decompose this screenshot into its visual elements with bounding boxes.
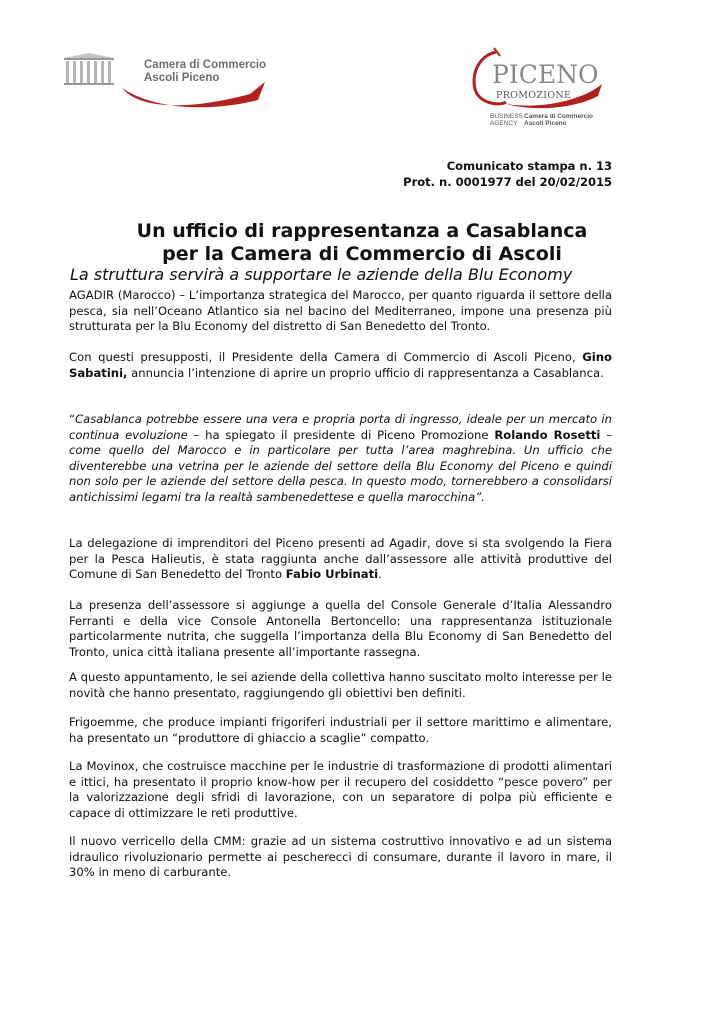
p2-text-c: annuncia l’intenzione di aprire un proprio ufficio di rappresentanza a Casablanca. xyxy=(127,365,604,380)
piceno-promozione-logo xyxy=(466,46,616,128)
logo-right-tag-left: BUSINESS AGENCY xyxy=(490,113,523,127)
p3-text-e: – xyxy=(600,427,612,442)
headline-line1: Un ufficio di rappresentanza a Casablanca xyxy=(136,220,588,242)
paragraph-1: AGADIR (Marocco) – L’importanza strategica del Marocco, per quanto riguarda il settore della pesca, sia nell’Oceano Atlantico sia nel bacino del Mediterraneo, impone una presenza più strutturata per la Blu Economy del distretto di San Benedetto del Tronto. xyxy=(69,288,612,334)
communique-number: Comunicato stampa n. 13 xyxy=(446,159,612,173)
paragraph-4 xyxy=(69,536,612,583)
paragraph-6: A questo appuntamento, le sei aziende della collettiva hanno suscitato molto interesse per le novità che hanno presentato, raggiungendo gli obiettivi ben definiti. xyxy=(69,670,612,700)
p3-quote-open: “ xyxy=(69,412,76,426)
protocol-number: Prot. n. 0001977 del 20/02/2015 xyxy=(403,175,612,189)
paragraph-3 xyxy=(69,412,612,506)
logo-left-line1: Camera di Commercio xyxy=(144,59,267,71)
p4-name-urbinati: Fabio Urbinati xyxy=(285,567,379,582)
p4-text-c: . xyxy=(378,567,382,582)
logo-right-sub: PROMOZIONE xyxy=(496,90,572,101)
logo-right-tag-right: Camera di Commercio Ascoli Piceno xyxy=(524,113,593,127)
camera-commercio-logo xyxy=(62,48,267,110)
p3-name-rosetti: Rolando Rosetti xyxy=(494,427,601,442)
paragraph-7: Frigoemme, che produce impianti frigoriferi industriali per il settore marittimo e alimentare, ha presentato un “produttore di ghiaccio a scaglie” compatto. xyxy=(69,715,612,745)
logo-left-line2: Ascoli Piceno xyxy=(144,72,220,84)
logo-right-brand: PICENO xyxy=(492,60,599,89)
p4-text-a: La delegazione di imprenditori del Piceno presenti ad Agadir, dove si sta svolgendo la Fiera per la Pesca Halieutis, è stata raggiunta anche dall’assessore alle attività produttive del Comune di San Benedetto del Tronto xyxy=(69,536,612,582)
red-swoosh-icon xyxy=(120,80,270,110)
p2-text-a: Con questi presupposti, il Presidente della Camera di Commercio di Ascoli Piceno, xyxy=(69,350,583,364)
p3-quote-1: Casablanca potrebbe essere una vera e propria porta di ingresso, ideale per un mercato in continua evoluzione xyxy=(69,412,612,442)
headline-line2: per la Camera di Commercio di Ascoli xyxy=(162,243,562,265)
paragraph-5: La presenza dell’assessore si aggiunge a quella del Console Generale d’Italia Alessandro Ferranti e della vice Console Antonella Bertoncello: una rappresentanza istituzionale particolarmente nutrita, che suggella l’importanza della Blu Economy di San Benedetto del Tronto, unica città italiana presente all’importante rassegna. xyxy=(69,598,612,659)
building-icon xyxy=(62,52,118,88)
paragraph-8: La Movinox, che costruisce macchine per le industrie di trasformazione di prodotti alimentari e ittici, ha presentato il proprio know-how per il recupero del cosiddetto “pesce povero” per la valorizzazione degli sfridi di lavorazione, con un separatore di polpa più efficiente e capace di ottimizzare le reti produttive. xyxy=(69,759,612,820)
paragraph-9: Il nuovo verricello della CMM: grazie ad un sistema costruttivo innovativo e ad un sistema idraulico rivoluzionario permette ai pescherecci di consumare, durante il lavoro in mare, il 30% in meno di carburante. xyxy=(69,834,612,880)
subheadline: La struttura servirà a supportare le aziende della Blu Economy xyxy=(70,265,573,284)
p2-name-sabatini: Gino Sabatini, xyxy=(69,350,612,380)
p3-text-c: – ha spiegato il presidente di Piceno Promozione xyxy=(187,427,495,442)
paragraph-2 xyxy=(69,350,612,381)
p3-quote-2: come quello del Marocco e in particolare per tutta l’area maghrebina. Un ufficio che diventerebbe una vetrina per le aziende del settore della Blu Economy del Piceno e quindi non solo per le aziende del settore della pesca. In questo modo, tornerebbero a consolidarsi antichissimi legami tra la realtà sambenedettese e quella marocchina”. xyxy=(69,443,612,504)
